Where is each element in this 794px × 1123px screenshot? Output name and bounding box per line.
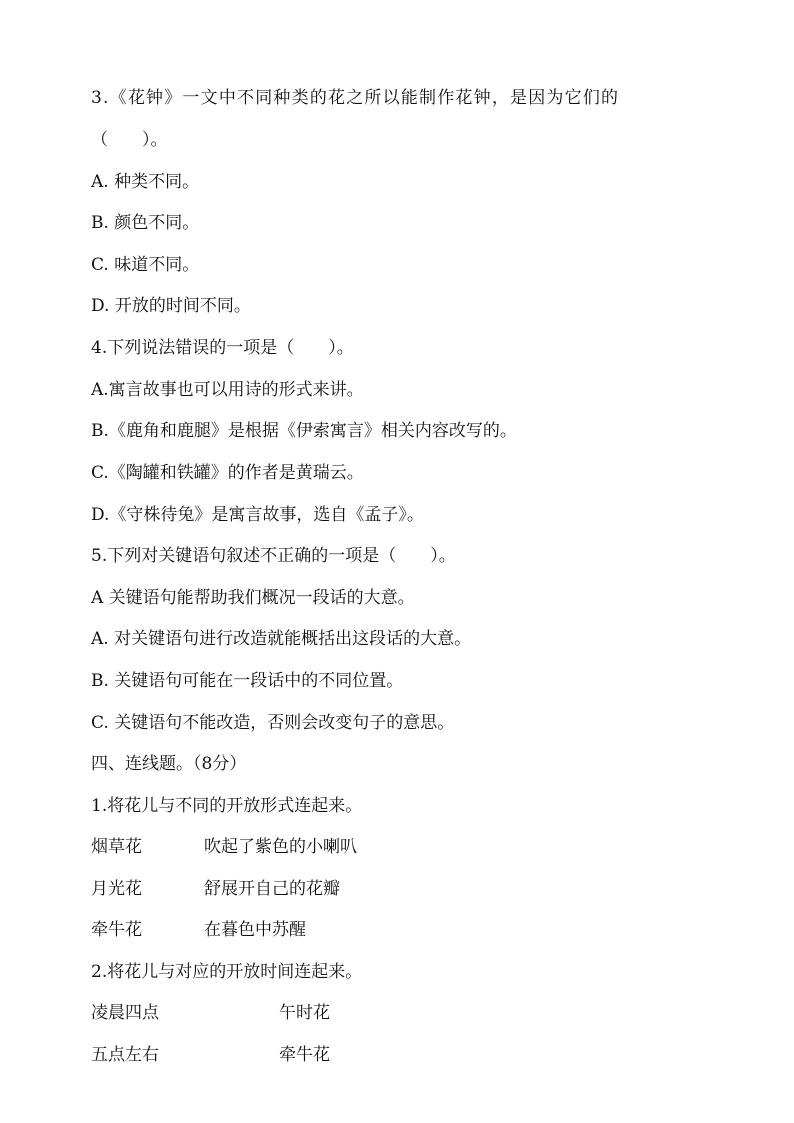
match2-row — [91, 1001, 330, 1025]
match1-left-item: 烟草花 — [91, 837, 142, 857]
q3-option-b: B. 颜色不同。 — [91, 213, 200, 233]
q4-option-d: D.《守株待兔》是寓言故事，选自《孟子》。 — [91, 505, 424, 525]
q3-option-d: D. 开放的时间不同。 — [91, 296, 251, 316]
q4-option-a: A.寓言故事也可以用诗的形式来讲。 — [91, 380, 364, 400]
q5-option-1: A 关键语句能帮助我们概况一段话的大意。 — [91, 588, 415, 608]
match1-right-item: 在暮色中苏醒 — [204, 920, 306, 940]
match2-row — [91, 1043, 330, 1067]
q4-stem: 4.下列说法错误的一项是（ ）。 — [91, 338, 354, 358]
q5-option-4: C. 关键语句不能改造，否则会改变句子的意思。 — [91, 713, 455, 733]
match2-left-item: 凌晨四点 — [91, 1003, 159, 1023]
match1-row — [91, 877, 340, 901]
section4-heading: 四、连线题。（8分） — [91, 754, 247, 774]
match2-right-item: 午时花 — [279, 1003, 330, 1023]
match2-prompt: 2.将花儿与对应的开放时间连起来。 — [91, 962, 363, 982]
q4-option-b: B.《鹿角和鹿腿》是根据《伊索寓言》相关内容改写的。 — [91, 421, 517, 441]
match1-right-item: 吹起了紫色的小喇叭 — [204, 837, 357, 857]
q5-option-2: A. 对关键语句进行改造就能概括出这段话的大意。 — [91, 629, 472, 649]
match1-row — [91, 918, 306, 942]
q3-stem-line1: 3.《花钟》一文中不同种类的花之所以能制作花钟，是因为它们的 — [91, 88, 620, 108]
q4-option-c: C.《陶罐和铁罐》的作者是黄瑞云。 — [91, 463, 364, 483]
match2-right-item: 牵牛花 — [279, 1045, 330, 1065]
match1-right-item: 舒展开自己的花瓣 — [204, 879, 340, 899]
match1-left-item: 月光花 — [91, 879, 142, 899]
q5-option-3: B. 关键语句可能在一段话中的不同位置。 — [91, 671, 404, 691]
q5-stem: 5.下列对关键语句叙述不正确的一项是（ ）。 — [91, 546, 456, 566]
match1-prompt: 1.将花儿与不同的开放形式连起来。 — [91, 796, 363, 816]
q3-stem-line2: （ ）。 — [91, 130, 168, 150]
q3-option-c: C. 味道不同。 — [91, 255, 200, 275]
q3-option-a: A. 种类不同。 — [91, 172, 200, 192]
match1-row — [91, 835, 357, 859]
match2-left-item: 五点左右 — [91, 1045, 159, 1065]
match1-left-item: 牵牛花 — [91, 920, 142, 940]
